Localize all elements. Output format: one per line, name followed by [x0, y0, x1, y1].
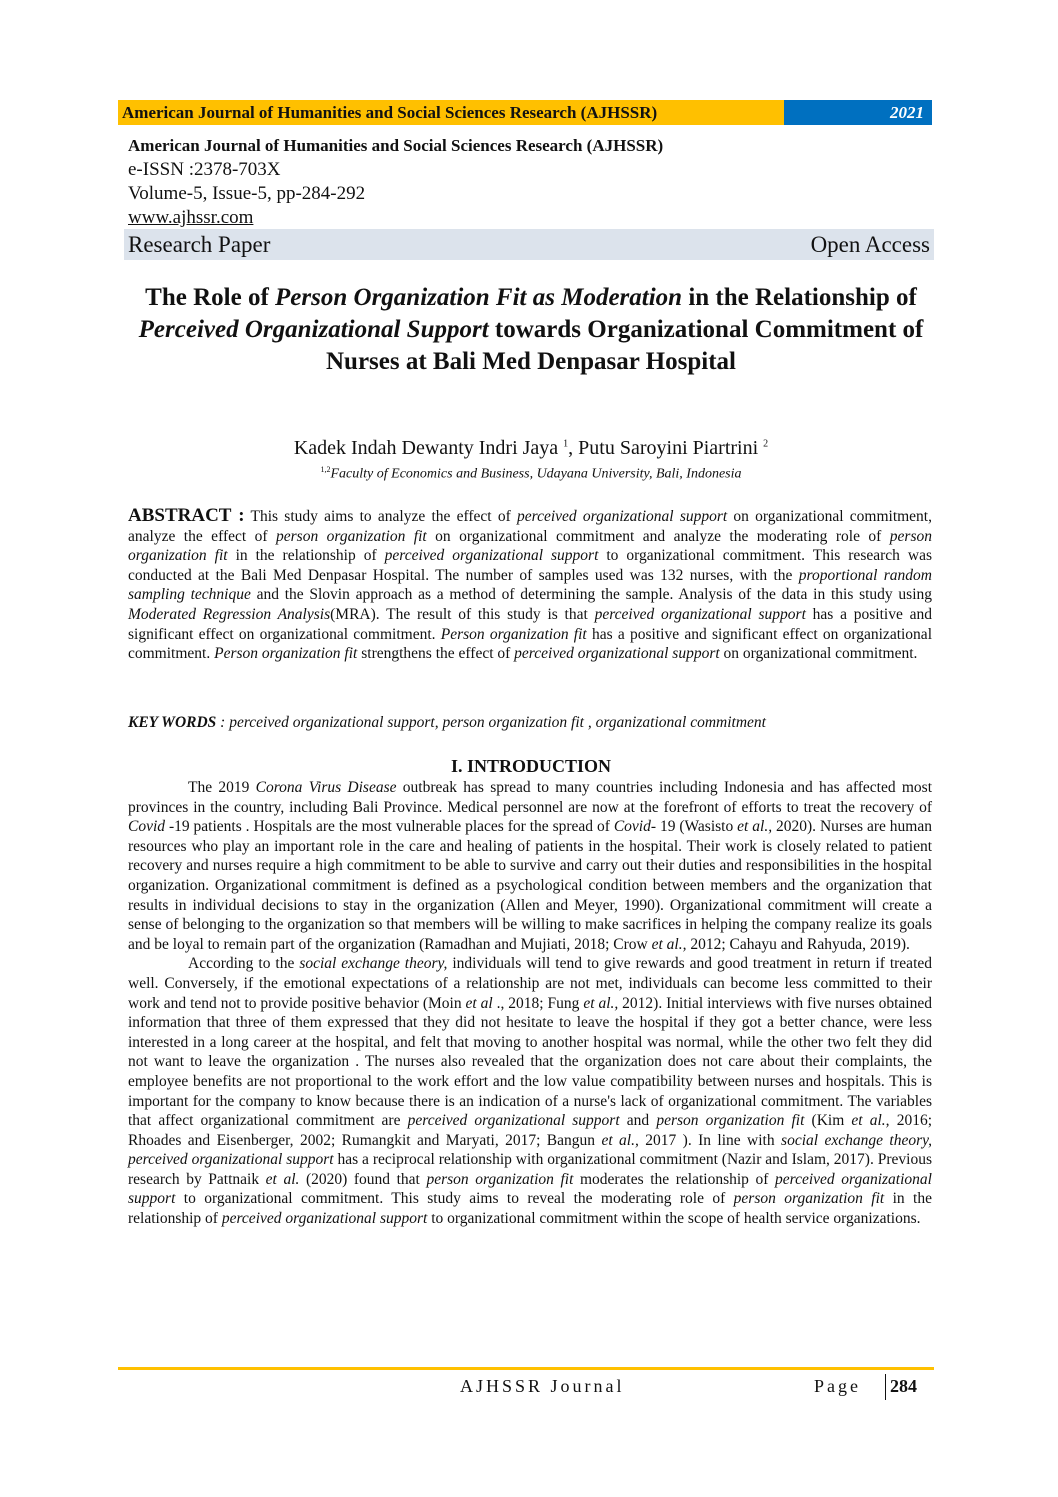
author-1: Kadek Indah Dewanty Indri Jaya — [293, 437, 564, 459]
footer-page-label: Page — [814, 1376, 861, 1396]
page-footer — [118, 1374, 934, 1400]
paper-title: The Role of Person Organization Fit as Moderation in the Relationship of Perceived Organizational Support towards Organizational Commitment of Nurses at Bali Med Denpasar Hospital — [138, 284, 924, 375]
paragraph: According to the social exchange theory, individuals will tend to give rewards and good treatment in return if treated well. Conversely, if the emotional expectations of a relationship are not met, individuals can become less committed to their work and tend not to provide positive behavior (Moin et al ., 2018; Fung et al., 2012). Initial interviews with five nurses obtained information that three of them expressed that they did not hesitate to leave the hospital if they got a better chance, were less interested in a long career at the hospital, and felt that moving to another hospital was normal, while the other two felt they did not want to leave the organization . The nurses also revealed that the organization does not care about their complaints, the employee benefits are not proportional to the work effort and the low value compatibility between nurses and hospitals. This is important for the company to know because there is an indication of a nurse's lack of organizational commitment. The variables that affect organizational commitment are perceived organizational support and person organization fit (Kim et al., 2016; Rhoades and Eisenberger, 2002; Rumangkit and Maryati, 2017; Bangun et al., 2017 ). In line with social exchange theory, perceived organizational support has a reciprocal relationship with organizational commitment (Nazir and Islam, 2017). Previous research by Pattnaik et al. (2020) found that person organization fit moderates the relationship of perceived organizational support to organizational commitment. This study aims to reveal the moderating role of person organization fit in the relationship of perceived organizational support to organizational commitment within the scope of health service organizations. — [128, 955, 933, 1228]
journal-volume: Volume-5, Issue-5, pp-284-292 — [128, 183, 366, 204]
introduction-body — [128, 778, 932, 1229]
paper-type-bar — [124, 229, 934, 260]
footer-journal: AJHSSR Journal — [460, 1376, 625, 1396]
page-number: 284 — [890, 1376, 917, 1396]
access-type: Open Access — [810, 231, 930, 257]
author-list: Kadek Indah Dewanty Indri Jaya $^1$, Putu Saroyini Piartrini $^2$ — [293, 437, 769, 459]
footer-separator — [885, 1374, 886, 1400]
running-header-year: 2021 — [784, 100, 932, 125]
journal-url-link[interactable]: www.ajhssr.com — [128, 207, 254, 228]
section-heading-introduction: I. INTRODUCTION — [450, 756, 612, 776]
abstract-label: ABSTRACT : — [128, 505, 245, 526]
keywords: KEY WORDS : perceived organizational support, person organization fit , organizational commitment — [128, 714, 766, 731]
affiliation: $^{1,2}$Faculty of Economics and Business, Udayana University, Bali, Indonesia — [320, 465, 742, 482]
journal-info — [128, 134, 934, 230]
keywords-label: KEY WORDS — [128, 714, 217, 731]
journal-name: American Journal of Humanities and Social Sciences Research (AJHSSR) — [128, 136, 664, 155]
paper-type: Research Paper — [128, 231, 271, 257]
abstract: ABSTRACT : This study aims to analyze the effect of perceived organizational support on organizational commitment, analyze the effect of person organization fit on organizational commitment and analyze the moderating role of person organization fit in the relationship of perceived organizational support to organizational commitment. This research was conducted at the Bali Med Denpasar Hospital. The number of samples used was 132 nurses, with the proportional random sampling technique and the Slovin approach as a method of determining the sample. Analysis of the data in this study using Moderated Regression Analysis(MRA). The result of this study is that perceived organizational support has a positive and significant effect on organizational commitment. Person organization fit has a positive and significant effect on organizational commitment. Person organization fit strengthens the effect of perceived organizational support on organizational commitment. — [128, 505, 933, 663]
paragraph: The 2019 Corona Virus Disease outbreak has spread to many countries including Indonesia and has affected most provinces in the country, including Bali Province. Medical personnel are now at the forefront of efforts to treat the recovery of Covid -19 patients . Hospitals are the most vulnerable places for the spread of Covid- 19 (Wasisto et al., 2020). Nurses are human resources who play an important role in the care and healing of patients in the hospital. Their work is closely related to patient recovery and nurses require a high commitment to be able to survive and carry out their duties and responsibilities in the hospital organization. Organizational commitment is defined as a psychological condition between members and the organization that results in individual decisions to stay in the organization (Allen and Meyer, 1990). Organizational commitment will create a sense of belonging to the organization so that members will be willing to make sacrifices in helping the company realize its goals and be loyal to remain part of the organization (Ramadhan and Mujiati, 2018; Crow et al., 2012; Cahayu and Rahyuda, 2019). — [128, 779, 932, 953]
author-2: Putu Saroyini Piartrini — [578, 437, 764, 459]
running-header — [118, 100, 932, 125]
running-header-journal: American Journal of Humanities and Social Sciences Research (AJHSSR) — [118, 100, 784, 125]
footer-divider — [118, 1367, 934, 1370]
journal-issn: e-ISSN :2378-703X — [128, 159, 281, 180]
